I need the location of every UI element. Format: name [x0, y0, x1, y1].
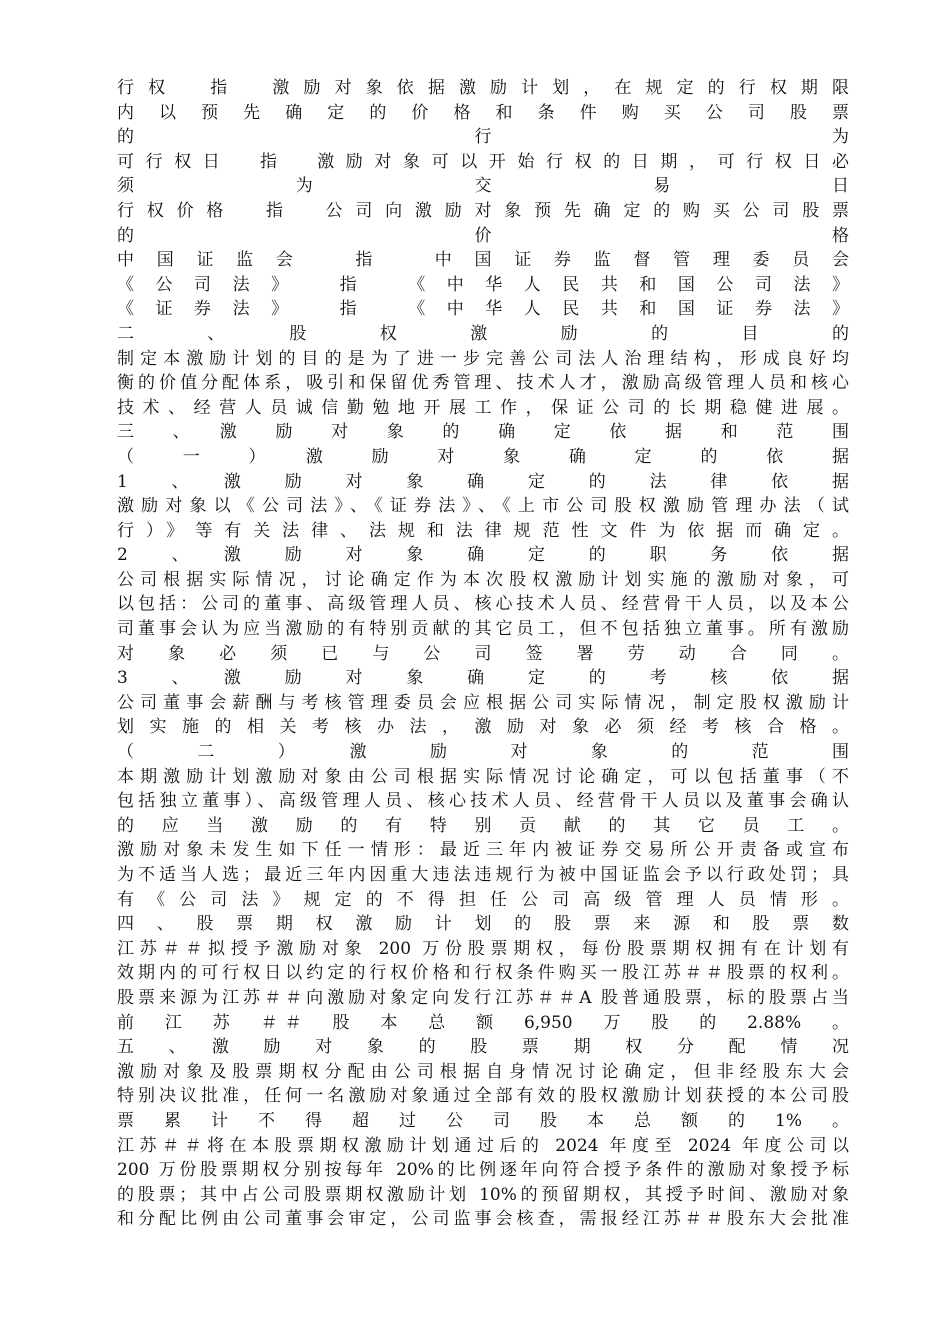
- text-line: 1 、 激 励 对 象 确 定 的 法 律 依 据: [117, 471, 849, 492]
- text-line: 技术、经营人员诚信勤勉地开展工作，保证公司的长期稳健进展。: [117, 397, 849, 418]
- text-line: （ 一 ） 激 励 对 象 确 定 的 依 据: [117, 446, 849, 467]
- text-line: 可行权日 指 激励对象可以开始行权的日期，可行权日必: [117, 151, 849, 172]
- text-line: 股票来源为江苏＃＃向激励对象定向发行江苏＃＃A 股普通股票，标的股票占当: [117, 987, 849, 1008]
- text-line: 以包括：公司的董事、高级管理人员、核心技术人员、经营骨干人员，以及本公: [117, 594, 849, 615]
- text-line: 效期内的可行权日以约定的行权价格和行权条件购买一股江苏＃＃股票的权利。: [117, 963, 849, 984]
- text-line: 的 价 格: [117, 225, 849, 246]
- text-line: 内以预先确定的价格和条件购买公司股票: [117, 102, 849, 123]
- text-line: 2 、 激 励 对 象 确 定 的 职 务 依 据: [117, 545, 849, 566]
- text-line: 有《公司法》规定的不得担任公司高级管理人员情形。: [117, 889, 849, 910]
- text-line: 公司根据实际情况，讨论确定作为本次股权激励计划实施的激励对象，可: [117, 569, 849, 590]
- text-line: 的股票；其中占公司股票期权激励计划 10%的预留期权，其授予时间、激励对象: [117, 1184, 849, 1205]
- text-line: （ 二 ） 激 励 对 象 的 范 围: [117, 742, 849, 763]
- text-line: 《公司法》 指 《中华人民共和国公司法》: [117, 274, 849, 295]
- text-line: 3 、 激 励 对 象 确 定 的 考 核 依 据: [117, 668, 849, 689]
- text-line: 200 万份股票期权分别按每年 20%的比例逐年向符合授予条件的激励对象授予标: [117, 1160, 849, 1181]
- text-line: 的 行 为: [117, 127, 849, 148]
- text-line: 特别决议批准，任何一名激励对象通过全部有效的股权激励计划获授的本公司股: [117, 1086, 849, 1107]
- text-line: 五 、 激 励 对 象 的 股 票 期 权 分 配 情 况: [117, 1037, 849, 1058]
- text-line: 四、股票期权激励计划的股票来源和股票数: [117, 914, 849, 935]
- text-line: 江苏＃＃将在本股票期权激励计划通过后的 2024 年度至 2024 年度公司以: [117, 1135, 849, 1156]
- text-line: 本期激励计划激励对象由公司根据实际情况讨论确定，可以包括董事（不: [117, 766, 849, 787]
- text-line: 包括独立董事）、高级管理人员、核心技术人员、经营骨干人员以及董事会确认: [117, 791, 849, 812]
- text-line: 划实施的相关考核办法，激励对象必须经考核合格。: [117, 717, 849, 738]
- text-line: 三 、 激 励 对 象 的 确 定 依 据 和 范 围: [117, 422, 849, 443]
- text-line: 激励对象及股票期权分配由公司根据自身情况讨论确定，但非经股东大会: [117, 1061, 849, 1082]
- text-line: 对象必须已与公司签署劳动合同。: [117, 643, 849, 664]
- text-line: 《证券法》 指 《中华人民共和国证券法》: [117, 299, 849, 320]
- text-line: 须 为 交 易 日: [117, 176, 849, 197]
- text-line: 行权 指 激励对象依据激励计划，在规定的行权期限: [117, 78, 849, 98]
- text-line: 激励对象未发生如下任一情形：最近三年内被证券交易所公开责备或宣布: [117, 840, 849, 861]
- text-line: 江苏＃＃拟授予激励对象 200 万份股票期权，每份股票期权拥有在计划有: [117, 938, 849, 959]
- text-line: 公司董事会薪酬与考核管理委员会应根据公司实际情况，制定股权激励计: [117, 692, 849, 713]
- text-line: 和分配比例由公司董事会审定，公司监事会核查，需报经江苏＃＃股东大会批准: [117, 1209, 849, 1230]
- text-line: 司董事会认为应当激励的有特别贡献的其它员工，但不包括独立董事。所有激励: [117, 619, 849, 640]
- text-line: 行权价格 指 公司向激励对象预先确定的购买公司股票: [117, 200, 849, 221]
- text-line: 中国证监会 指 中国证券监督管理委员会: [117, 250, 849, 271]
- text-line: 衡的价值分配体系，吸引和保留优秀管理、技术人才，激励高级管理人员和核心: [117, 373, 849, 394]
- text-line: 激励对象以《公司法》、《证券法》、《上市公司股权激励管理办法（试: [117, 496, 849, 517]
- text-line: 前 江 苏 ＃＃ 股 本 总 额 6,950 万 股 的 2.88% 。: [117, 1012, 849, 1033]
- text-line: 票 累 计 不 得 超 过 公 司 股 本 总 额 的 1% 。: [117, 1110, 849, 1131]
- text-line: 为不适当人选；最近三年内因重大违法违规行为被中国证监会予以行政处罚；具: [117, 865, 849, 885]
- text-line: 二 、 股 权 激 励 的 目 的: [117, 323, 849, 344]
- text-line: 行）》等有关法律、法规和法律规范性文件为依据而确定。: [117, 520, 849, 541]
- document-page: [117, 76, 849, 1232]
- text-line: 的应当激励的有特别贡献的其它员工。: [117, 815, 849, 836]
- text-line: 制定本激励计划的目的是为了进一步完善公司法人治理结构，形成良好均: [117, 348, 849, 369]
